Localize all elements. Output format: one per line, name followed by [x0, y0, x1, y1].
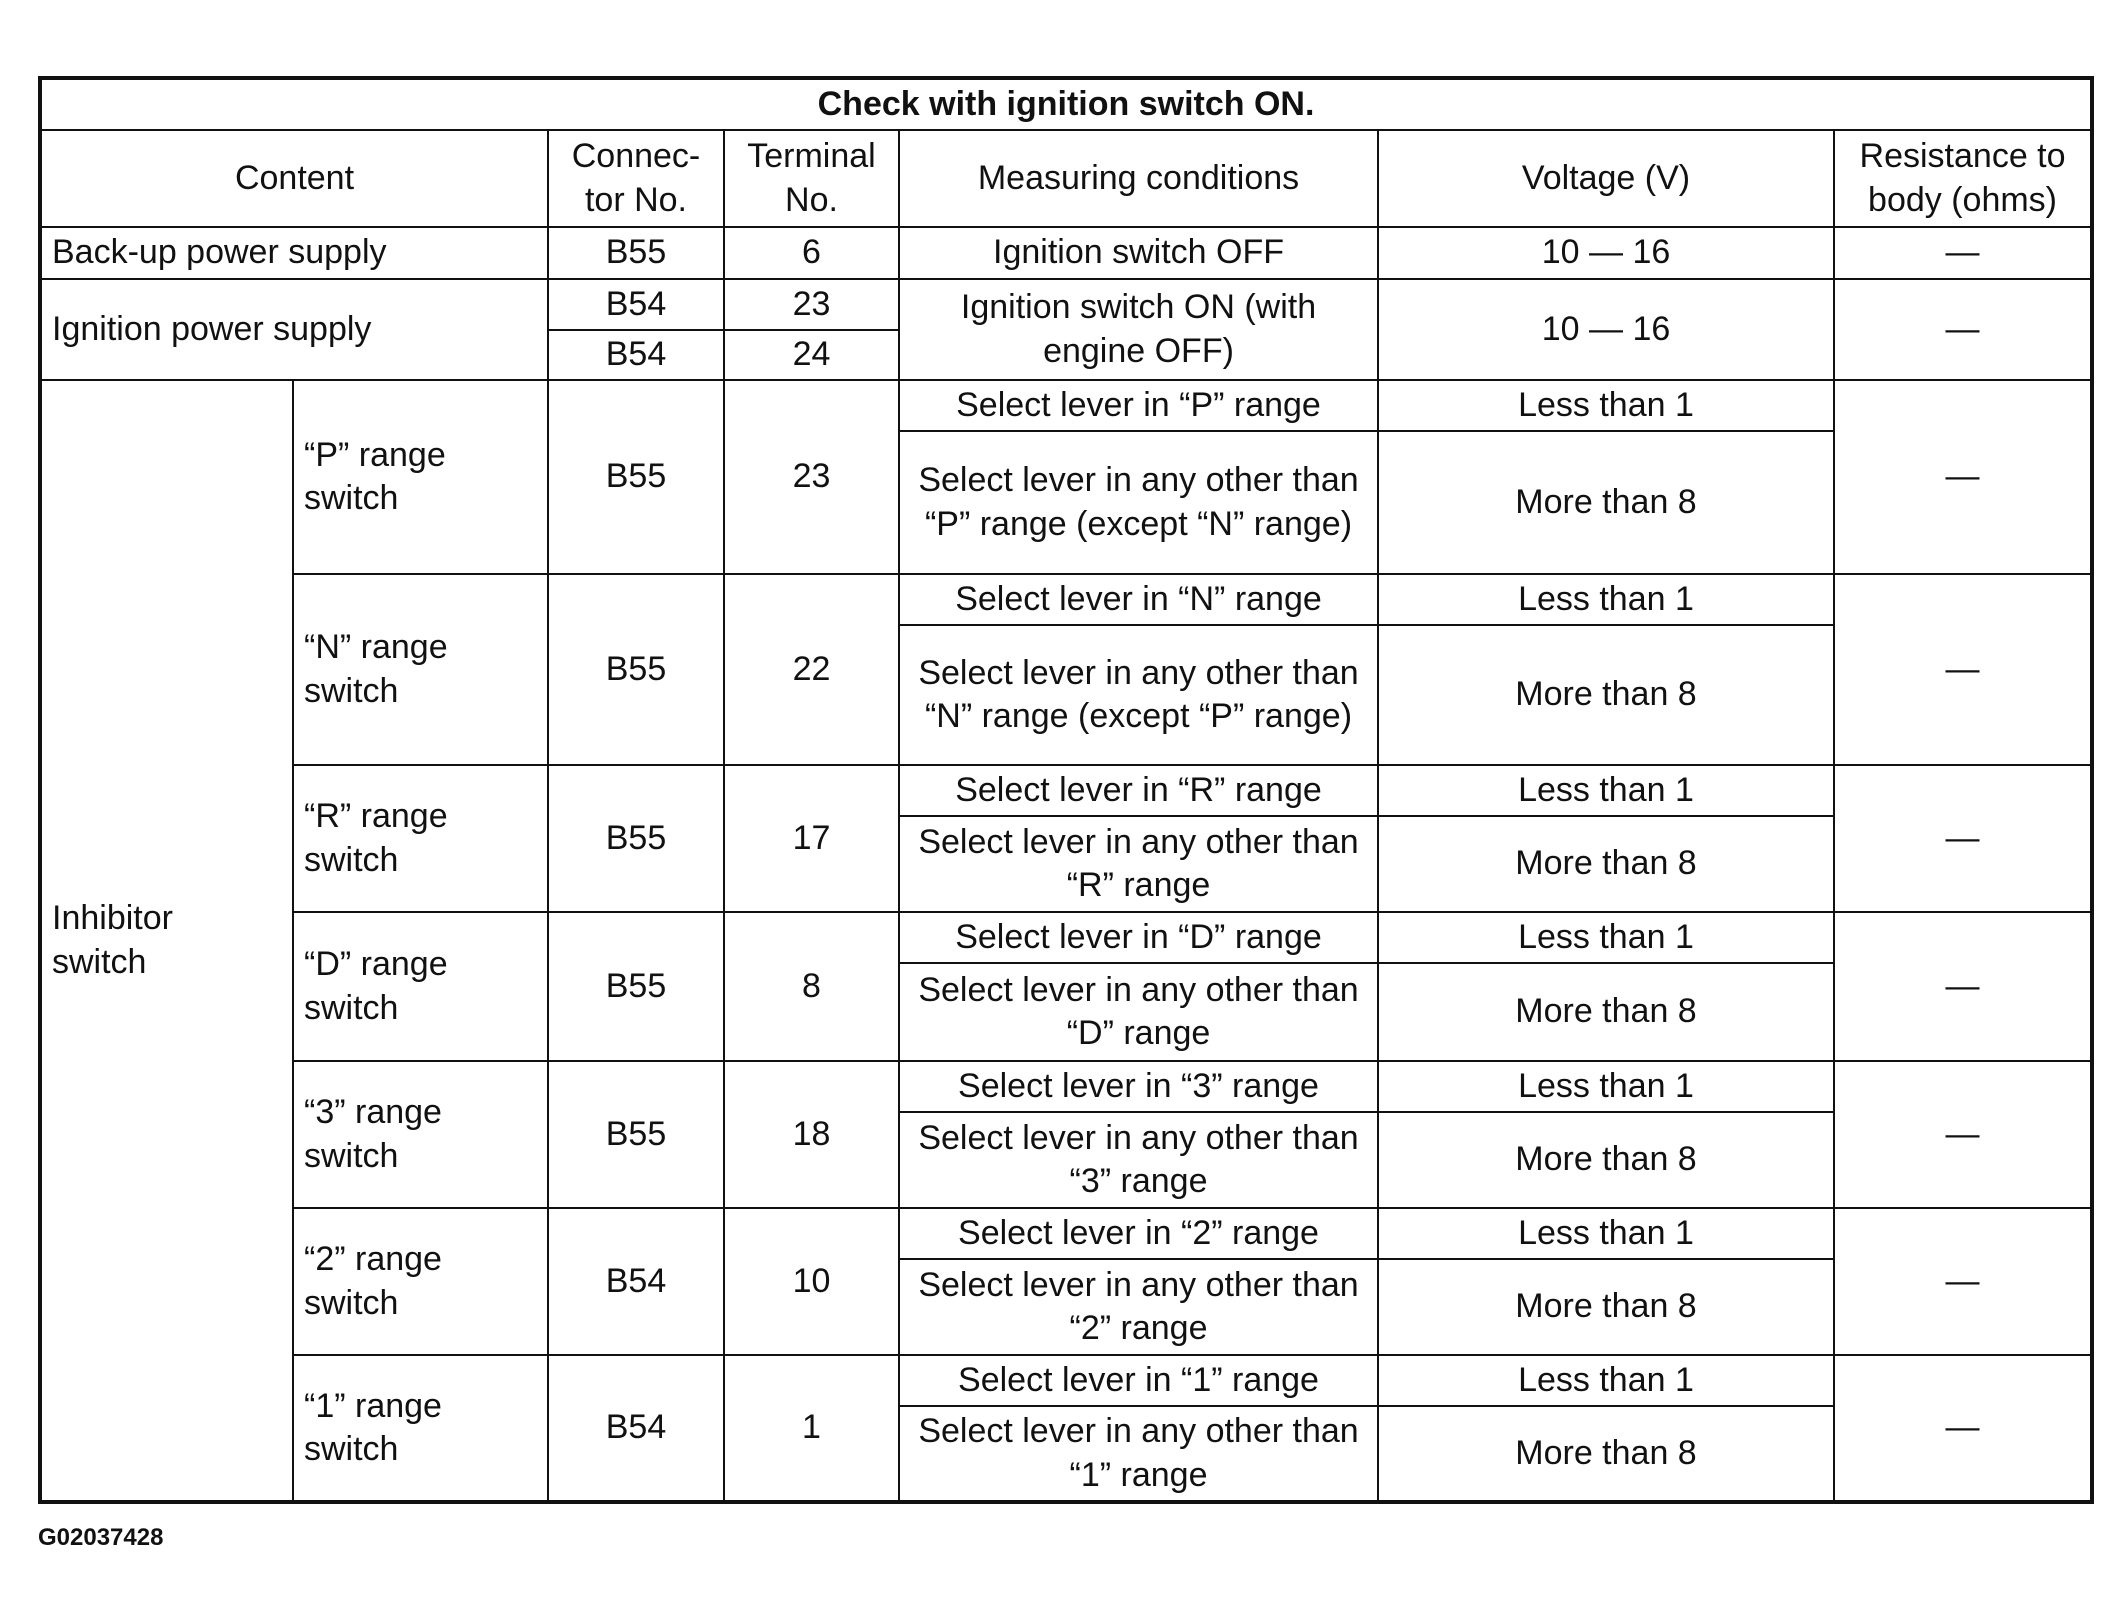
switch-connector: B55: [548, 1061, 724, 1208]
ignition-connector: B54: [548, 279, 724, 330]
switch-connector: B55: [548, 380, 724, 574]
switch-resistance: —: [1834, 765, 2092, 912]
ignition-voltage: 10 — 16: [1378, 279, 1834, 380]
inhibitor-row: [40, 574, 2092, 625]
switch-terminal: 22: [724, 574, 899, 765]
condition-other-range: Select lever in any other than “1” range: [899, 1406, 1378, 1502]
switch-name: “3” range switch: [293, 1061, 548, 1208]
switch-resistance: —: [1834, 380, 2092, 574]
table-caption: Check with ignition switch ON.: [40, 78, 2092, 130]
inhibitor-row: [40, 1061, 2092, 1112]
switch-terminal: 18: [724, 1061, 899, 1208]
backup-terminal: 6: [724, 227, 899, 279]
backup-content: Back-up power supply: [40, 227, 548, 279]
header-row: [40, 130, 2092, 227]
caption-row: [40, 78, 2092, 130]
inhibitor-row: [40, 380, 2092, 431]
condition-other-range: Select lever in any other than “N” range (except “P” range): [899, 625, 1378, 765]
ignition-terminal: 23: [724, 279, 899, 330]
inhibitor-row: [40, 1208, 2092, 1259]
switch-name: “P” range switch: [293, 380, 548, 574]
switch-name: “2” range switch: [293, 1208, 548, 1355]
condition-in-range: Select lever in “P” range: [899, 380, 1378, 431]
condition-in-range: Select lever in “R” range: [899, 765, 1378, 816]
condition-in-range: Select lever in “1” range: [899, 1355, 1378, 1406]
switch-resistance: —: [1834, 574, 2092, 765]
ignition-connector: B54: [548, 330, 724, 380]
voltage-other-range: More than 8: [1378, 431, 1834, 574]
switch-terminal: 10: [724, 1208, 899, 1355]
switch-name: “N” range switch: [293, 574, 548, 765]
condition-in-range: Select lever in “3” range: [899, 1061, 1378, 1112]
voltage-other-range: More than 8: [1378, 1112, 1834, 1208]
backup-row: [40, 227, 2092, 279]
ignition-condition: Ignition switch ON (with engine OFF): [899, 279, 1378, 380]
inhibitor-row: [40, 912, 2092, 963]
header-connector: Connec- tor No.: [548, 130, 724, 227]
switch-name: “R” range switch: [293, 765, 548, 912]
switch-connector: B55: [548, 912, 724, 1061]
voltage-other-range: More than 8: [1378, 963, 1834, 1061]
condition-in-range: Select lever in “D” range: [899, 912, 1378, 963]
backup-resistance: —: [1834, 227, 2092, 279]
switch-connector: B54: [548, 1355, 724, 1502]
condition-other-range: Select lever in any other than “2” range: [899, 1259, 1378, 1355]
inhibitor-switch-label: Inhibitor switch: [40, 380, 293, 1502]
header-voltage: Voltage (V): [1378, 130, 1834, 227]
switch-terminal: 23: [724, 380, 899, 574]
voltage-in-range: Less than 1: [1378, 380, 1834, 431]
switch-connector: B55: [548, 574, 724, 765]
ignition-terminal: 24: [724, 330, 899, 380]
header-resistance: Resistance to body (ohms): [1834, 130, 2092, 227]
ignition-resistance: —: [1834, 279, 2092, 380]
voltage-other-range: More than 8: [1378, 816, 1834, 912]
ignition-content: Ignition power supply: [40, 279, 548, 380]
switch-terminal: 8: [724, 912, 899, 1061]
condition-other-range: Select lever in any other than “P” range (except “N” range): [899, 431, 1378, 574]
switch-resistance: —: [1834, 1355, 2092, 1502]
inhibitor-row: [40, 765, 2092, 816]
switch-name: “1” range switch: [293, 1355, 548, 1502]
header-conditions: Measuring conditions: [899, 130, 1378, 227]
condition-other-range: Select lever in any other than “3” range: [899, 1112, 1378, 1208]
voltage-in-range: Less than 1: [1378, 1061, 1834, 1112]
backup-condition: Ignition switch OFF: [899, 227, 1378, 279]
switch-connector: B55: [548, 765, 724, 912]
figure-id: G02037428: [38, 1524, 164, 1551]
condition-in-range: Select lever in “2” range: [899, 1208, 1378, 1259]
condition-other-range: Select lever in any other than “R” range: [899, 816, 1378, 912]
inhibitor-row: [40, 1355, 2092, 1406]
switch-resistance: —: [1834, 912, 2092, 1061]
voltage-in-range: Less than 1: [1378, 1208, 1834, 1259]
voltage-in-range: Less than 1: [1378, 912, 1834, 963]
backup-voltage: 10 — 16: [1378, 227, 1834, 279]
voltage-in-range: Less than 1: [1378, 1355, 1834, 1406]
switch-resistance: —: [1834, 1208, 2092, 1355]
voltage-other-range: More than 8: [1378, 1406, 1834, 1502]
header-content: Content: [40, 130, 548, 227]
switch-terminal: 17: [724, 765, 899, 912]
switch-terminal: 1: [724, 1355, 899, 1502]
check-table: [38, 76, 2094, 1504]
voltage-other-range: More than 8: [1378, 625, 1834, 765]
switch-name: “D” range switch: [293, 912, 548, 1061]
voltage-in-range: Less than 1: [1378, 574, 1834, 625]
condition-in-range: Select lever in “N” range: [899, 574, 1378, 625]
voltage-in-range: Less than 1: [1378, 765, 1834, 816]
voltage-other-range: More than 8: [1378, 1259, 1834, 1355]
switch-connector: B54: [548, 1208, 724, 1355]
header-terminal: Terminal No.: [724, 130, 899, 227]
condition-other-range: Select lever in any other than “D” range: [899, 963, 1378, 1061]
backup-connector: B55: [548, 227, 724, 279]
switch-resistance: —: [1834, 1061, 2092, 1208]
ignition-row: [40, 279, 2092, 330]
